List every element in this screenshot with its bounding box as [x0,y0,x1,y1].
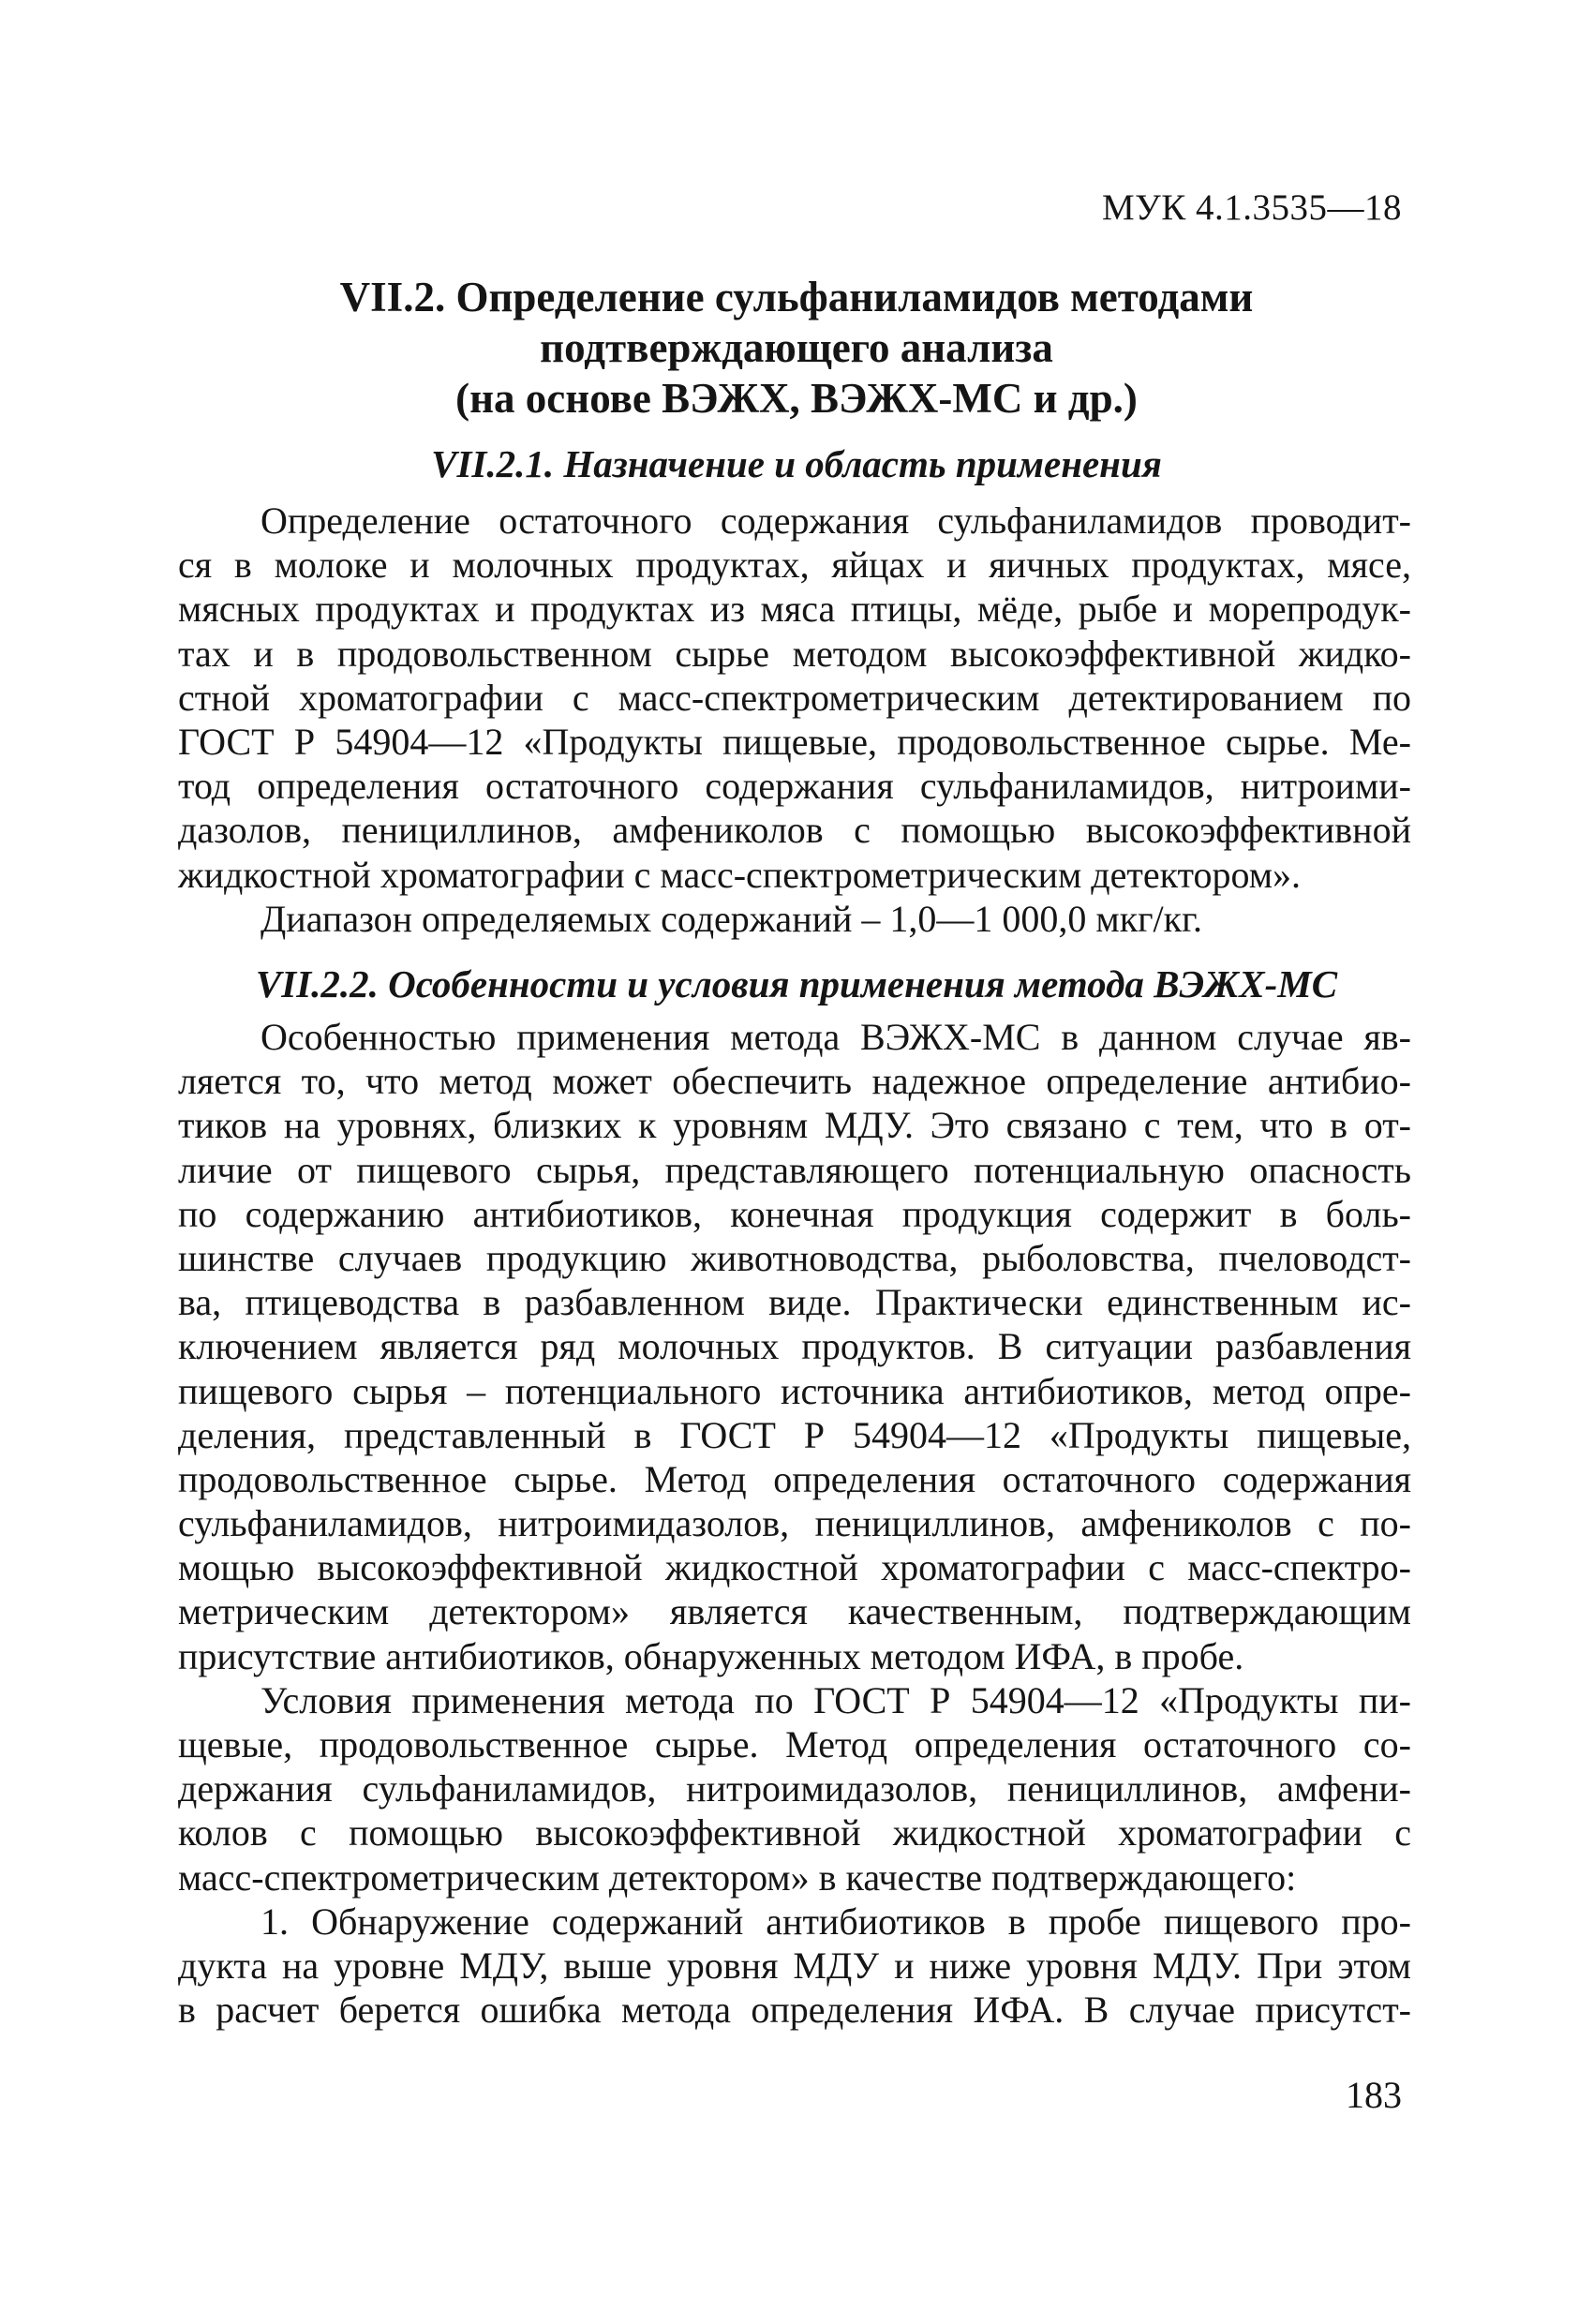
paragraph-method-features [178,1015,1411,2032]
text-line: жидкостной хроматографии с масс-спектрометрическим детектором». [178,853,1302,896]
text-line: дукта на уровне МДУ, выше уровня МДУ и ниже уровня МДУ. При этом [178,1944,1411,1987]
text-line: масс-спектрометрическим детектором» в качестве подтверждающего: [178,1855,1297,1899]
text-line: метрическим детектором» является качественным, подтверждающим [178,1590,1411,1633]
section-title [187,272,1406,424]
text-line: присутствие антибиотиков, обнаруженных методом ИФА, в пробе. [178,1634,1244,1677]
document-code-header: МУК 4.1.3535—18 [1101,187,1402,228]
text-line: ГОСТ Р 54904—12 «Продукты пищевые, продовольственное сырье. Ме- [178,720,1411,763]
text-line: ва, птицеводства в разбавленном виде. Практически единственным ис- [178,1281,1411,1324]
text-line: продовольственное сырье. Метод определения остаточного содержания [178,1457,1411,1500]
text-line: деления, представленный в ГОСТ Р 54904—12 «Продукты пищевые, [178,1413,1411,1456]
page-number: 183 [1346,2074,1402,2116]
text-line: стной хроматографии с масс-спектрометрическим детектированием по [178,676,1411,719]
text-line: тах и в продовольственном сырье методом высокоэффективной жидко- [178,632,1411,675]
text-line: Особенностью применения метода ВЭЖХ-МС в данном случае яв- [261,1016,1411,1058]
section-title-line: (на основе ВЭЖХ, ВЭЖХ-МС и др.) [455,375,1138,422]
text-line: колов с помощью высокоэффективной жидкостной хроматографии с [178,1811,1411,1855]
text-line: Условия применения метода по ГОСТ Р 54904—12 «Продукты пи- [261,1678,1411,1721]
text-line: 1. Обнаружение содержаний антибиотиков в пробе пищевого про- [261,1899,1411,1943]
subsection-heading-method-features: VII.2.2. Особенности и условия применения метода ВЭЖХ-МС [255,962,1338,1006]
text-line: Определение остаточного содержания сульфаниламидов проводит- [261,499,1411,542]
text-line: тод определения остаточного содержания сульфаниламидов, нитроими- [178,765,1411,808]
text-line: тиков на уровнях, близких к уровням МДУ. Это связано с тем, что в от- [178,1104,1411,1147]
subsection-heading-purpose: VII.2.1. Назначение и область применения [431,442,1162,485]
section-title-line: подтверждающего анализа [540,324,1053,371]
text-line: ляется то, что метод может обеспечить надежное определение антибио- [178,1060,1411,1103]
text-line: Диапазон определяемых содержаний – 1,0—1 000,0 мкг/кг. [261,897,1202,940]
section-title-line: VII.2. Определение сульфаниламидов методами [339,274,1254,320]
text-line: мясных продуктах и продуктах из мяса птицы, мёде, рыбе и морепродук- [178,588,1411,631]
text-line: шинстве случаев продукцию животноводства, рыболовства, пчеловодст- [178,1236,1411,1279]
text-line: ся в молоке и молочных продуктах, яйцах и яичных продуктах, мясе, [178,544,1411,587]
text-line: по содержанию антибиотиков, конечная продукция содержит в боль- [178,1192,1411,1235]
text-line: ключением является ряд молочных продуктов. В ситуации разбавления [178,1325,1411,1368]
text-line: мощью высокоэффективной жидкостной хроматографии с масс-спектро- [178,1546,1411,1589]
text-line: личие от пищевого сырья, представляющего потенциальную опасность [178,1148,1411,1191]
paragraph-scope [178,499,1411,941]
text-line: в расчет берется ошибка метода определения ИФА. В случае присутст- [178,1989,1411,2032]
text-line: держания сульфаниламидов, нитроимидазолов, пенициллинов, амфени- [178,1767,1411,1810]
text-line: сульфаниламидов, нитроимидазолов, пенициллинов, амфениколов с по- [178,1502,1411,1545]
text-line: пищевого сырья – потенциального источника антибиотиков, метод опре- [178,1369,1411,1412]
text-line: щевые, продовольственное сырье. Метод определения остаточного со- [178,1723,1411,1765]
text-line: дазолов, пенициллинов, амфениколов с помощью высокоэффективной [178,809,1411,852]
